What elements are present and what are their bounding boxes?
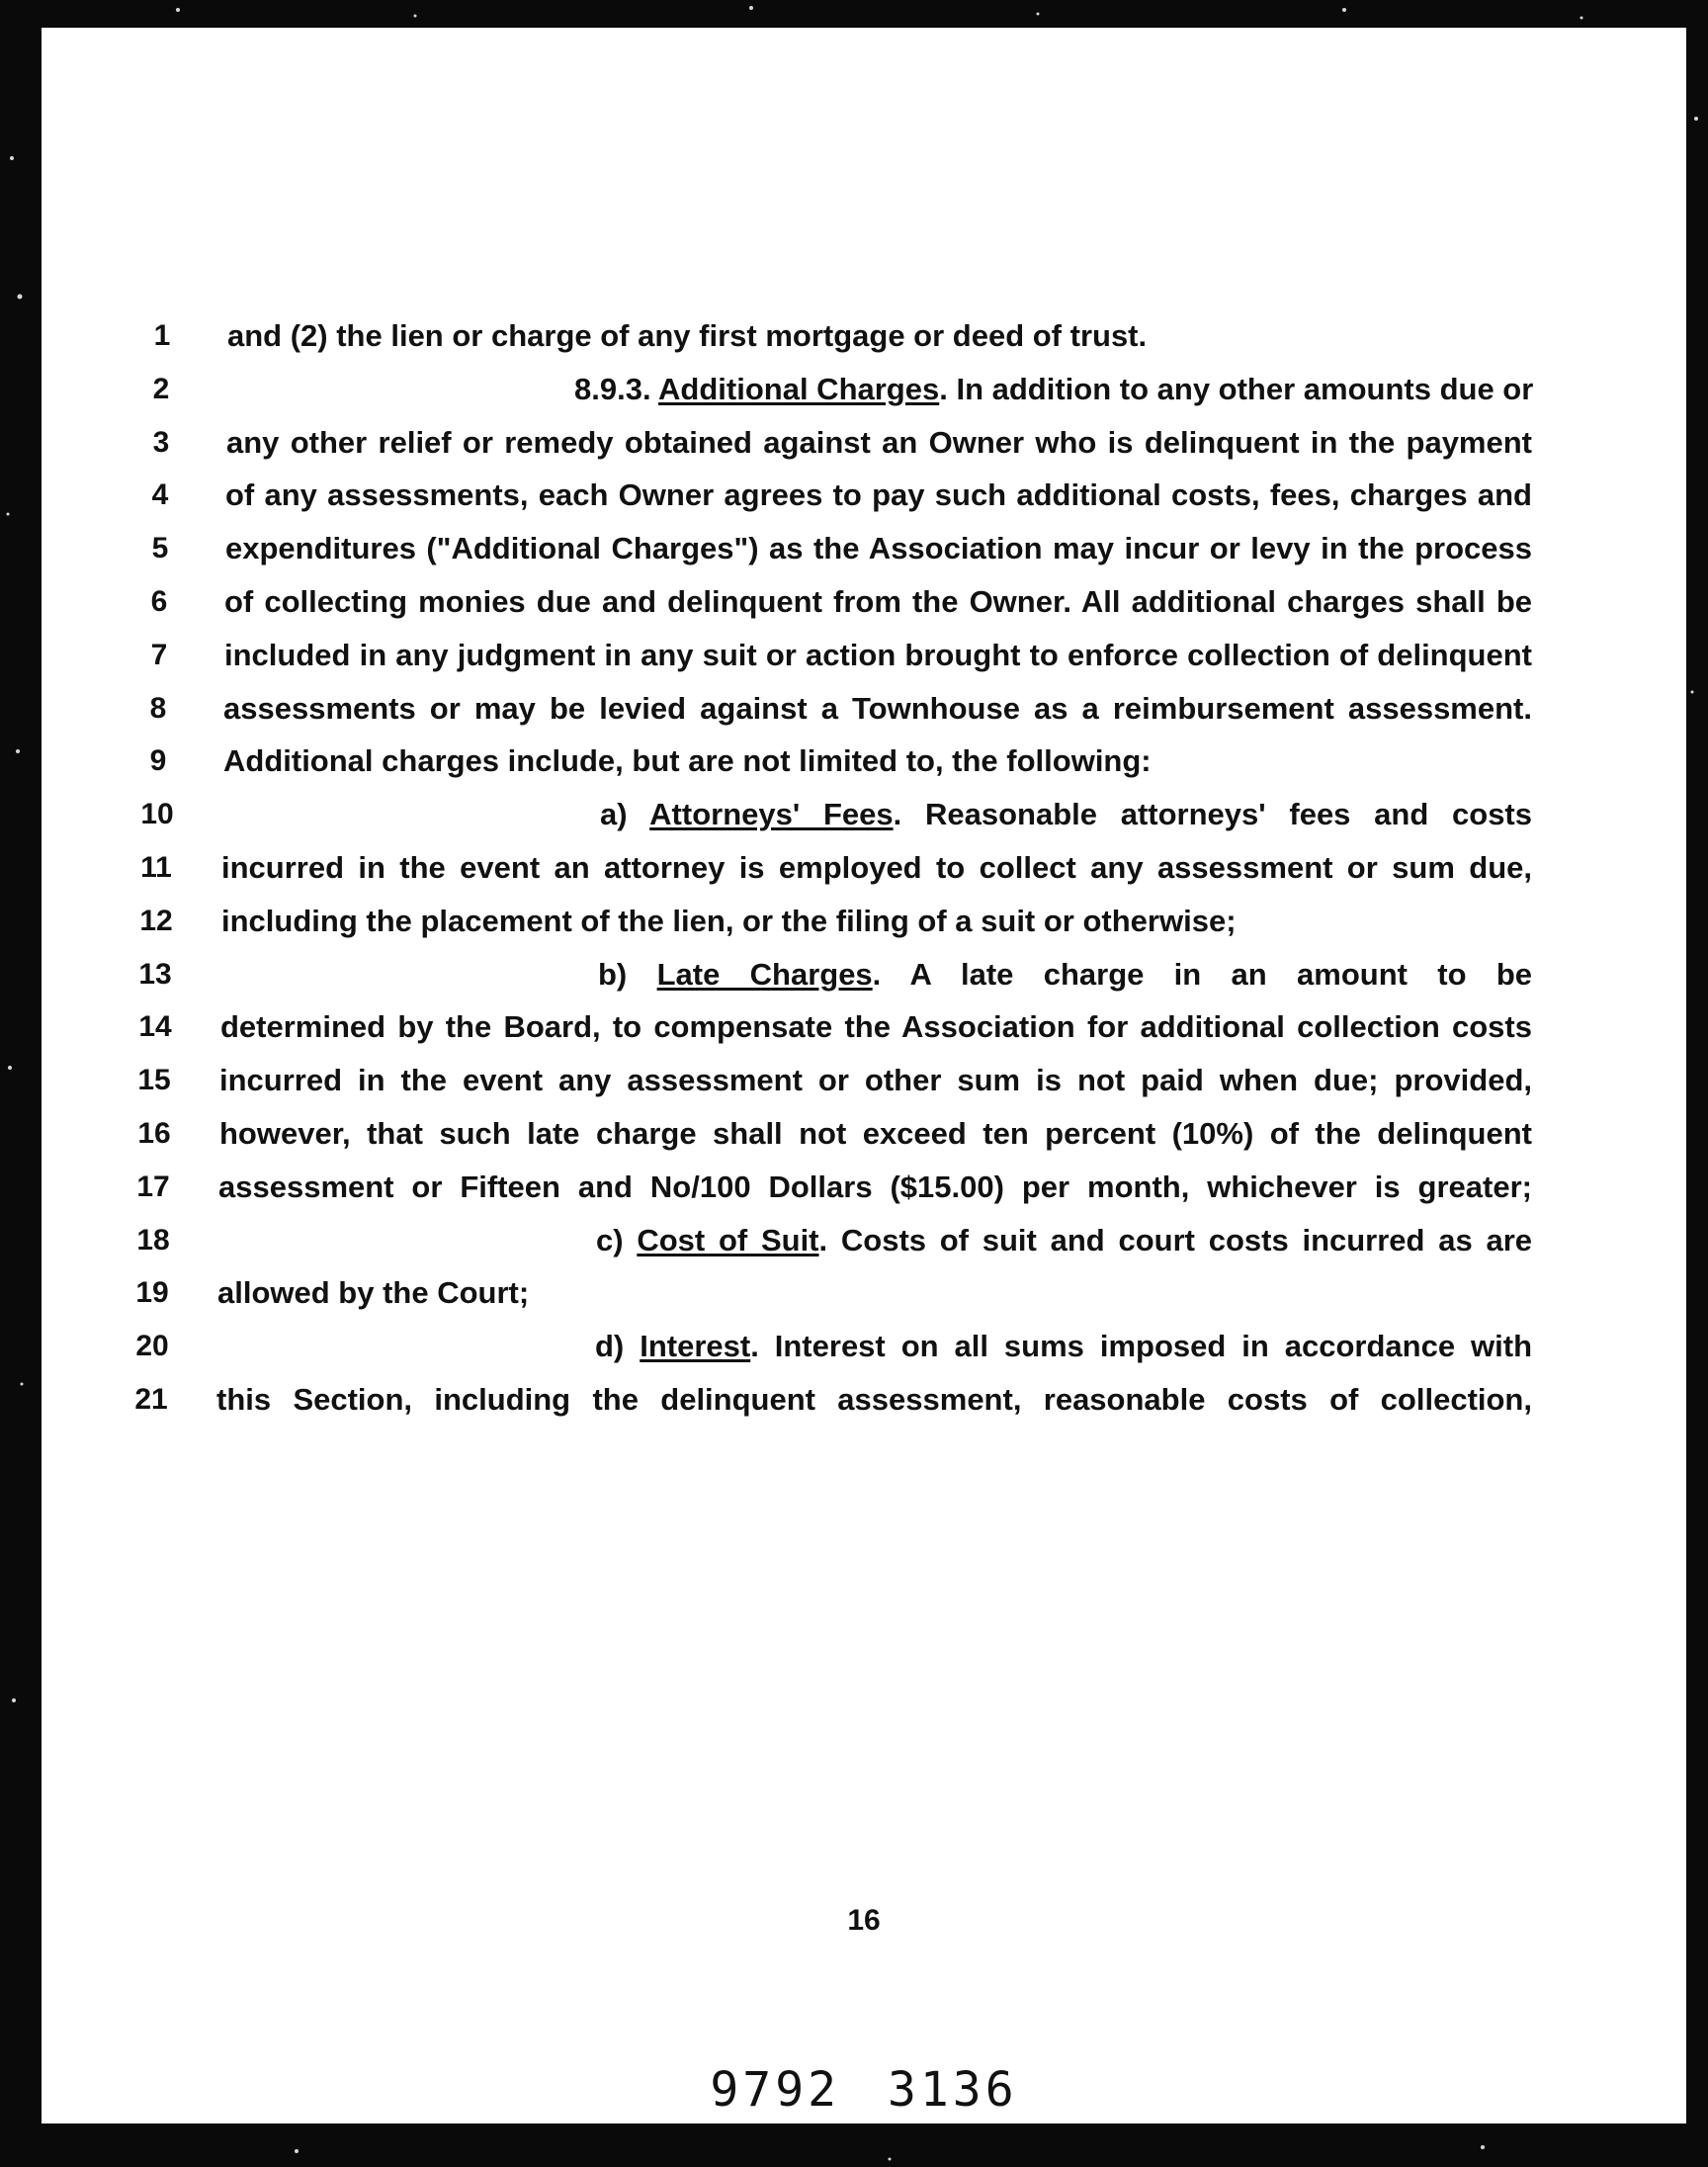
line-number: 5 (151, 532, 169, 565)
line-body: including the placement of the lien, or the filing of a suit or otherwise; (221, 903, 1237, 938)
numbered-line (42, 999, 1686, 1059)
line-body: Additional charges include, but are not limited to, the following: (223, 743, 1152, 779)
numbered-line (42, 787, 1686, 846)
numbered-line (42, 468, 1686, 527)
line-text (221, 902, 1532, 941)
line-number: 20 (135, 1330, 169, 1363)
line-number: 6 (150, 585, 168, 618)
line-number: 1 (153, 319, 171, 352)
line-body: of any assessments, each Owner agrees to pay such additional costs, fees, charges and (225, 477, 1532, 513)
line-number: 9 (149, 744, 167, 778)
subsection-heading: Additional Charges (658, 371, 940, 406)
numbered-line (42, 521, 1686, 580)
item-label: d) (595, 1329, 640, 1364)
numbered-line (42, 362, 1686, 421)
item-label: c) (596, 1222, 638, 1257)
line-body: . A late charge in an amount to be (872, 956, 1532, 992)
numbered-line (42, 894, 1686, 953)
line-number: 10 (140, 798, 174, 831)
line-body: assessments or may be levied against a Townhouse as a reimbursement assessment. (223, 690, 1532, 726)
line-text (596, 1221, 1532, 1260)
stamp-page: 3136 (888, 2062, 1018, 2118)
line-number: 19 (135, 1276, 169, 1310)
numbered-line (42, 840, 1686, 900)
subsection-heading: Late Charges (656, 956, 873, 992)
subsection-heading: Cost of Suit (637, 1222, 819, 1257)
line-body: of collecting monies due and delinquent from the Owner. All additional charges shall be (224, 584, 1532, 619)
line-text (598, 955, 1532, 995)
line-text (226, 423, 1532, 463)
line-text (574, 370, 1532, 409)
numbered-line (42, 947, 1686, 1006)
stamp-book: 9792 (710, 2062, 840, 2118)
line-text (595, 1327, 1532, 1366)
subsection-heading: Interest (640, 1329, 751, 1364)
line-body: determined by the Board, to compensate the Association for additional collection costs (220, 1009, 1532, 1045)
recording-stamp (42, 2062, 1686, 2118)
numbered-line (42, 1372, 1686, 1431)
line-text (223, 741, 1532, 781)
numbered-line (42, 1160, 1686, 1219)
line-text (219, 1061, 1532, 1100)
line-number: 4 (151, 478, 169, 512)
item-label: a) (600, 797, 650, 832)
subsection-heading: Attorneys' Fees (649, 797, 894, 832)
numbered-line (42, 1319, 1686, 1378)
line-body: . In addition to any other amounts due or (939, 371, 1534, 406)
line-text (216, 1380, 1532, 1420)
line-text (225, 529, 1532, 568)
line-text (219, 1114, 1532, 1154)
numbered-line (42, 308, 1686, 368)
numbered-line (42, 574, 1686, 634)
line-number: 18 (136, 1223, 170, 1257)
line-number: 7 (150, 638, 168, 671)
line-number: 8 (149, 691, 167, 725)
line-body: allowed by the Court; (217, 1275, 530, 1311)
line-number: 3 (152, 425, 170, 459)
item-label: 8.9.3. (574, 371, 659, 406)
item-label: b) (598, 956, 657, 992)
numbered-line (42, 1265, 1686, 1325)
numbered-line (42, 1053, 1686, 1112)
line-body: incurred in the event any assessment or other sum is not paid when due; provided, (219, 1063, 1532, 1098)
line-number: 17 (136, 1170, 170, 1203)
line-number: 21 (134, 1383, 168, 1416)
line-number: 14 (138, 1010, 172, 1044)
numbered-line (42, 734, 1686, 793)
line-number: 15 (137, 1064, 171, 1097)
numbered-line (42, 415, 1686, 475)
numbered-line (42, 681, 1686, 740)
line-number: 16 (137, 1117, 171, 1150)
line-text (220, 1007, 1532, 1047)
line-number: 11 (140, 851, 172, 884)
line-number: 13 (138, 957, 172, 991)
line-body: and (2) the lien or charge of any first mortgage or deed of trust. (227, 318, 1148, 353)
line-text (227, 316, 1532, 356)
line-body: any other relief or remedy obtained against an Owner who is delinquent in the payment (226, 424, 1532, 460)
line-body: this Section, including the delinquent assessment, reasonable costs of collection, (216, 1382, 1532, 1417)
line-body: incurred in the event an attorney is employed to collect any assessment or sum due, (221, 850, 1532, 885)
line-body: included in any judgment in any suit or action brought to enforce collection of delinquent (224, 637, 1532, 672)
line-body: however, that such late charge shall not exceed ten percent (10%) of the delinquent (219, 1116, 1532, 1151)
line-text (224, 582, 1532, 622)
line-body: . Costs of suit and court costs incurred as are (818, 1222, 1533, 1257)
line-body: . Reasonable attorneys' fees and costs (893, 797, 1532, 832)
numbered-line (42, 628, 1686, 687)
line-text (218, 1168, 1532, 1207)
line-number: 12 (139, 904, 173, 937)
page-number: 16 (847, 1904, 881, 1937)
numbered-line (42, 1213, 1686, 1272)
line-number: 2 (152, 372, 170, 405)
line-text (217, 1273, 1532, 1313)
line-text (224, 636, 1532, 675)
line-text (223, 689, 1532, 729)
numbered-line (42, 1106, 1686, 1166)
line-body: assessment or Fifteen and No/100 Dollars ($15.00) per month, whichever is greater; (218, 1169, 1532, 1204)
line-text (600, 795, 1532, 834)
line-text (221, 848, 1532, 888)
line-body: expenditures ("Additional Charges") as the Association may incur or levy in the process (225, 531, 1532, 566)
line-text (225, 476, 1532, 515)
document-page (42, 28, 1686, 2124)
line-body: . Interest on all sums imposed in accordance with (750, 1329, 1533, 1364)
